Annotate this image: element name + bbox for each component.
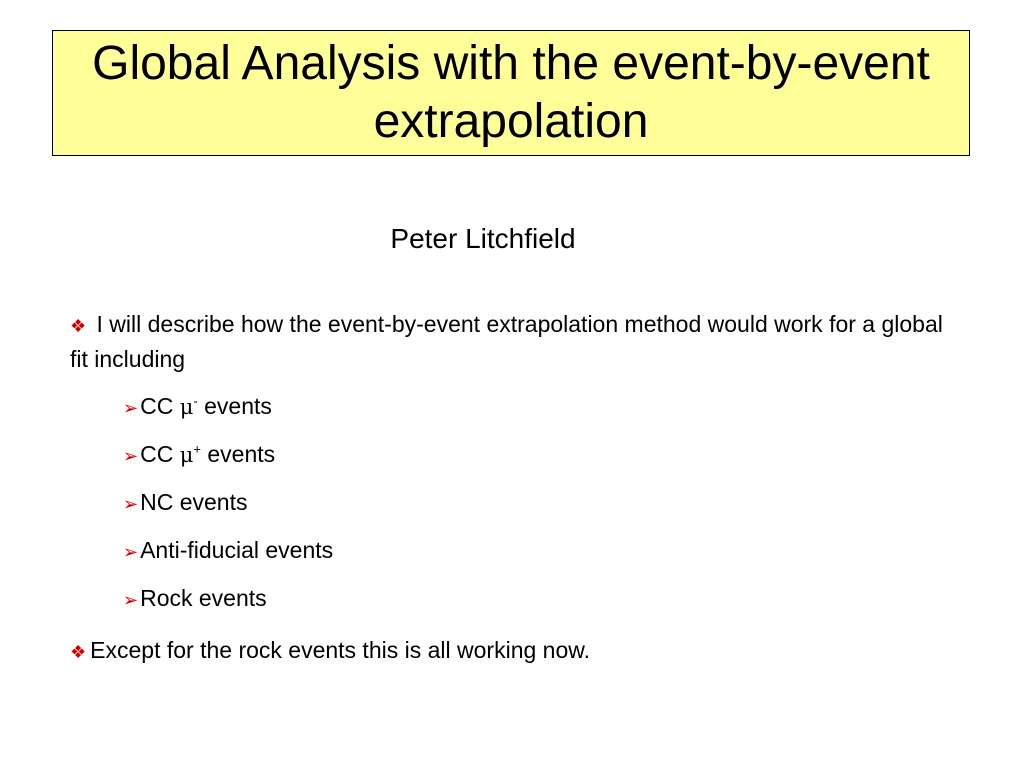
slide-body — [70, 308, 950, 677]
charge-superscript: + — [193, 441, 201, 457]
mu-symbol: μ — [179, 395, 194, 419]
sub-bullet-suffix: events — [197, 393, 272, 419]
arrow-bullet-icon: ➢ — [123, 494, 139, 514]
diamond-bullet-icon: ❖ — [70, 316, 87, 336]
sub-bullet-nc — [123, 486, 950, 520]
sub-bullet-suffix: events — [200, 441, 276, 467]
charge-superscript: - — [193, 393, 198, 409]
sub-bullet-prefix: CC — [140, 393, 180, 419]
sub-bullet-prefix: CC — [140, 441, 180, 467]
sub-bullet-text: NC events — [140, 489, 248, 515]
sub-bullet-text: Rock events — [140, 585, 267, 611]
mu-symbol: μ — [179, 443, 194, 467]
sub-bullet-anti-fiducial — [123, 534, 950, 568]
arrow-bullet-icon: ➢ — [123, 398, 139, 418]
intro-text: I will describe how the event-by-event extrapolation method would work for a global fit including — [70, 311, 943, 372]
final-text: Except for the rock events this is all working now. — [90, 637, 590, 663]
author-name: Peter Litchfield — [390, 223, 576, 254]
arrow-bullet-icon: ➢ — [123, 446, 139, 466]
sub-bullet-text: Anti-fiducial events — [140, 537, 334, 563]
arrow-bullet-icon: ➢ — [123, 590, 139, 610]
intro-bullet — [70, 308, 950, 376]
sub-bullet-text — [140, 390, 272, 423]
sub-bullet-cc-mu-minus — [123, 390, 950, 424]
title-box — [52, 30, 970, 156]
slide-title: Global Analysis with the event-by-event extrapolation — [92, 37, 930, 148]
sub-bullet-text — [140, 438, 275, 471]
arrow-bullet-icon: ➢ — [123, 542, 139, 562]
sub-bullet-cc-mu-plus — [123, 438, 950, 472]
diamond-bullet-icon: ❖ — [70, 642, 87, 662]
final-bullet — [70, 634, 950, 669]
sub-bullet-rock — [123, 582, 950, 616]
